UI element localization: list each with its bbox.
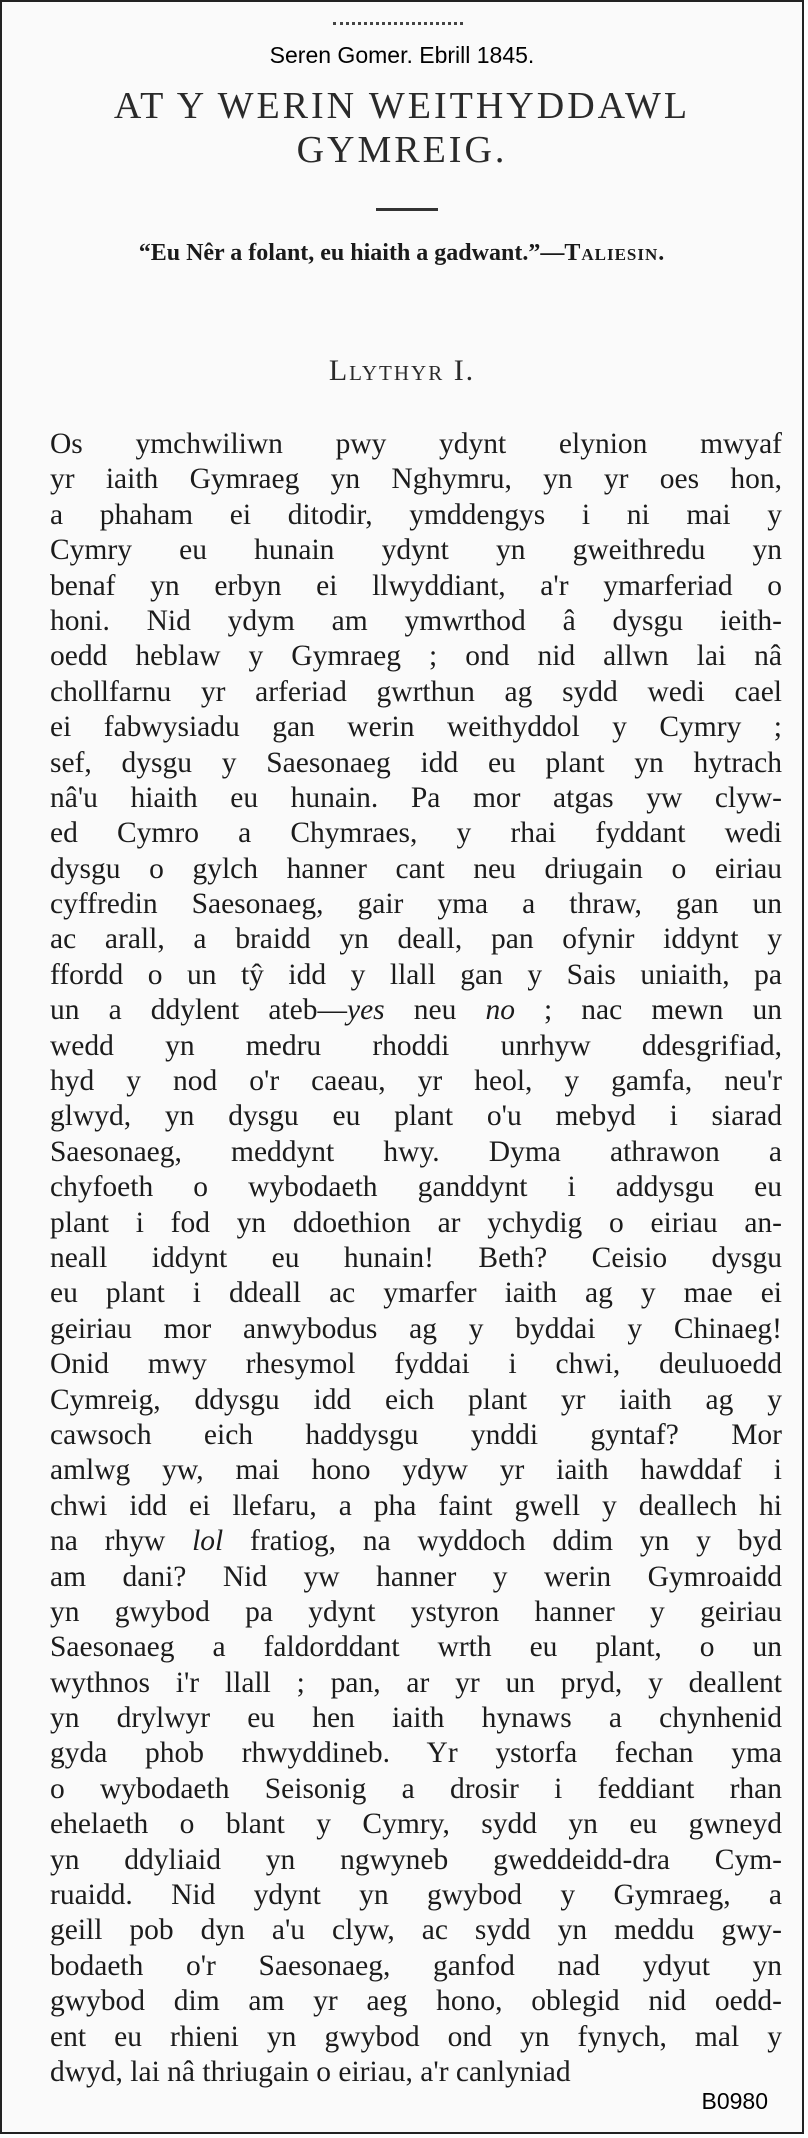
body-line: ruaidd. Nid ydynt yn gwybod y Gymraeg, a bbox=[50, 1879, 782, 1912]
body-line: yn gwybod pa ydynt ystyron hanner y geiriau bbox=[50, 1595, 782, 1628]
epigraph bbox=[2, 240, 802, 267]
body-line: honi. Nid ydym am ymwrthod â dysgu ieith- bbox=[50, 604, 782, 637]
body-line bbox=[50, 993, 782, 1028]
body-line: Saesonaeg a faldorddant wrth eu plant, o un bbox=[50, 1631, 782, 1664]
letter-heading: Llythyr I. bbox=[328, 354, 476, 387]
body-line: wythnos i'r llall ; pan, ar yr un pryd, y deallent bbox=[50, 1666, 782, 1699]
body-line: plant i fod yn ddoethion ar ychydig o eiriau an- bbox=[50, 1206, 782, 1239]
body-line: sef, dysgu y Saesonaeg idd eu plant yn hytrach bbox=[50, 746, 782, 779]
body-line: Cymry eu hunain ydynt yn gweithredu yn bbox=[50, 534, 782, 567]
body-line: chwi idd ei llefaru, a pha faint gwell y deallech hi bbox=[50, 1489, 782, 1522]
title-line: AT Y WERIN WEITHYDDAWL bbox=[113, 85, 691, 127]
body-line: hyd y nod o'r caeau, yr heol, y gamfa, neu'r bbox=[50, 1065, 782, 1098]
title-rule bbox=[376, 208, 438, 211]
body-line: neall iddynt eu hunain! Beth? Ceisio dysgu bbox=[50, 1241, 782, 1274]
body-line: ei fabwysiadu gan werin weithyddol y Cymry ; bbox=[50, 711, 782, 744]
body-line: cyffredin Saesonaeg, gair yma a thraw, gan un bbox=[50, 888, 782, 921]
article-title bbox=[2, 84, 802, 172]
body-line: ac arall, a braidd yn deall, pan ofynir iddynt y bbox=[50, 923, 782, 956]
line-segment: na rhyw bbox=[50, 1525, 193, 1558]
italic-word: lol bbox=[192, 1525, 224, 1558]
line-segment: un a ddylent ateb— bbox=[50, 994, 347, 1027]
body-line: chyfoeth o wybodaeth ganddynt i addysgu eu bbox=[50, 1171, 782, 1204]
body-line: Cymreig, ddysgu idd eich plant yr iaith ag y bbox=[50, 1383, 782, 1416]
body-line: cawsoch eich haddysgu ynddi gyntaf? Mor bbox=[50, 1418, 782, 1451]
italic-word: yes bbox=[346, 994, 385, 1027]
image-code: B0980 bbox=[701, 2088, 768, 2114]
body-line: am dani? Nid yw hanner y werin Gymroaidd bbox=[50, 1560, 782, 1593]
body-line: ffordd o un tŷ idd y llall gan y Sais uniaith, pa bbox=[50, 958, 782, 991]
body-line: eu plant i ddeall ac ymarfer iaith ag y mae ei bbox=[50, 1277, 782, 1310]
epigraph-attribution: Taliesin. bbox=[564, 240, 666, 266]
body-line: amlwg yw, mai hono ydyw yr iaith hawddaf i bbox=[50, 1454, 782, 1487]
body-line: gwybod dim am yr aeg hono, oblegid nid oedd- bbox=[50, 1985, 782, 2018]
body-line: Onid mwy rhesymol fyddai i chwi, deuluoedd bbox=[50, 1348, 782, 1381]
body-line: a phaham ei ditodir, ymddengys i ni mai y bbox=[50, 498, 782, 531]
body-line: ent eu rhieni yn gwybod ond yn fynych, mal y bbox=[50, 2020, 782, 2053]
body-line: yn ddyliaid yn ngwyneb gweddeidd-dra Cym- bbox=[50, 1843, 782, 1876]
article-body bbox=[50, 427, 782, 2090]
body-line: yn drylwyr eu hen iaith hynaws a chynhenid bbox=[50, 1702, 782, 1735]
body-line: bodaeth o'r Saesonaeg, ganfod nad ydyut yn bbox=[50, 1949, 782, 1982]
epigraph-quote: “Eu Nêr a folant, eu hiaith a gadwant.”— bbox=[138, 240, 565, 266]
body-line: ed Cymro a Chymraes, y rhai fyddant wedi bbox=[50, 817, 782, 850]
body-line: dwyd, lai nâ thriugain o eiriau, a'r canlyniad bbox=[50, 2055, 571, 2088]
body-line: yr iaith Gymraeg yn Nghymru, yn yr oes hon, bbox=[50, 463, 782, 496]
source-caption: Seren Gomer. Ebrill 1845. bbox=[269, 42, 535, 68]
body-line: gyda phob rhwyddineb. Yr ystorfa fechan yma bbox=[50, 1737, 782, 1770]
ornament-divider bbox=[333, 22, 463, 33]
body-line: oedd heblaw y Gymraeg ; ond nid allwn lai nâ bbox=[50, 640, 782, 673]
body-line bbox=[50, 1524, 782, 1559]
body-line: ehelaeth o blant y Cymry, sydd yn eu gwneyd bbox=[50, 1808, 782, 1841]
line-segment: ; nac mewn un bbox=[514, 994, 783, 1027]
line-segment: fratiog, na wyddoch ddim yn y byd bbox=[223, 1525, 782, 1558]
italic-word: no bbox=[485, 994, 515, 1027]
body-line: glwyd, yn dysgu eu plant o'u mebyd i siarad bbox=[50, 1100, 782, 1133]
line-segment: neu bbox=[384, 994, 486, 1027]
body-line: geiriau mor anwybodus ag y byddai y Chinaeg! bbox=[50, 1312, 782, 1345]
body-line: benaf yn erbyn ei llwyddiant, a'r ymarferiad o bbox=[50, 569, 782, 602]
body-line: Os ymchwiliwn pwy ydynt elynion mwyaf bbox=[50, 428, 782, 460]
body-line: Saesonaeg, meddynt hwy. Dyma athrawon a bbox=[50, 1135, 782, 1168]
title-line: GYMREIG. bbox=[296, 129, 508, 171]
body-line: dysgu o gylch hanner cant neu driugain o eiriau bbox=[50, 852, 782, 885]
body-line: chollfarnu yr arferiad gwrthun ag sydd wedi cael bbox=[50, 675, 782, 708]
body-line: o wybodaeth Seisonig a drosir i feddiant rhan bbox=[50, 1772, 782, 1805]
body-line: geill pob dyn a'u clyw, ac sydd yn meddu gwy- bbox=[50, 1914, 782, 1947]
body-line: wedd yn medru rhoddi unrhyw ddesgrifiad, bbox=[50, 1029, 782, 1062]
body-line: nâ'u hiaith eu hunain. Pa mor atgas yw clyw- bbox=[50, 781, 782, 814]
